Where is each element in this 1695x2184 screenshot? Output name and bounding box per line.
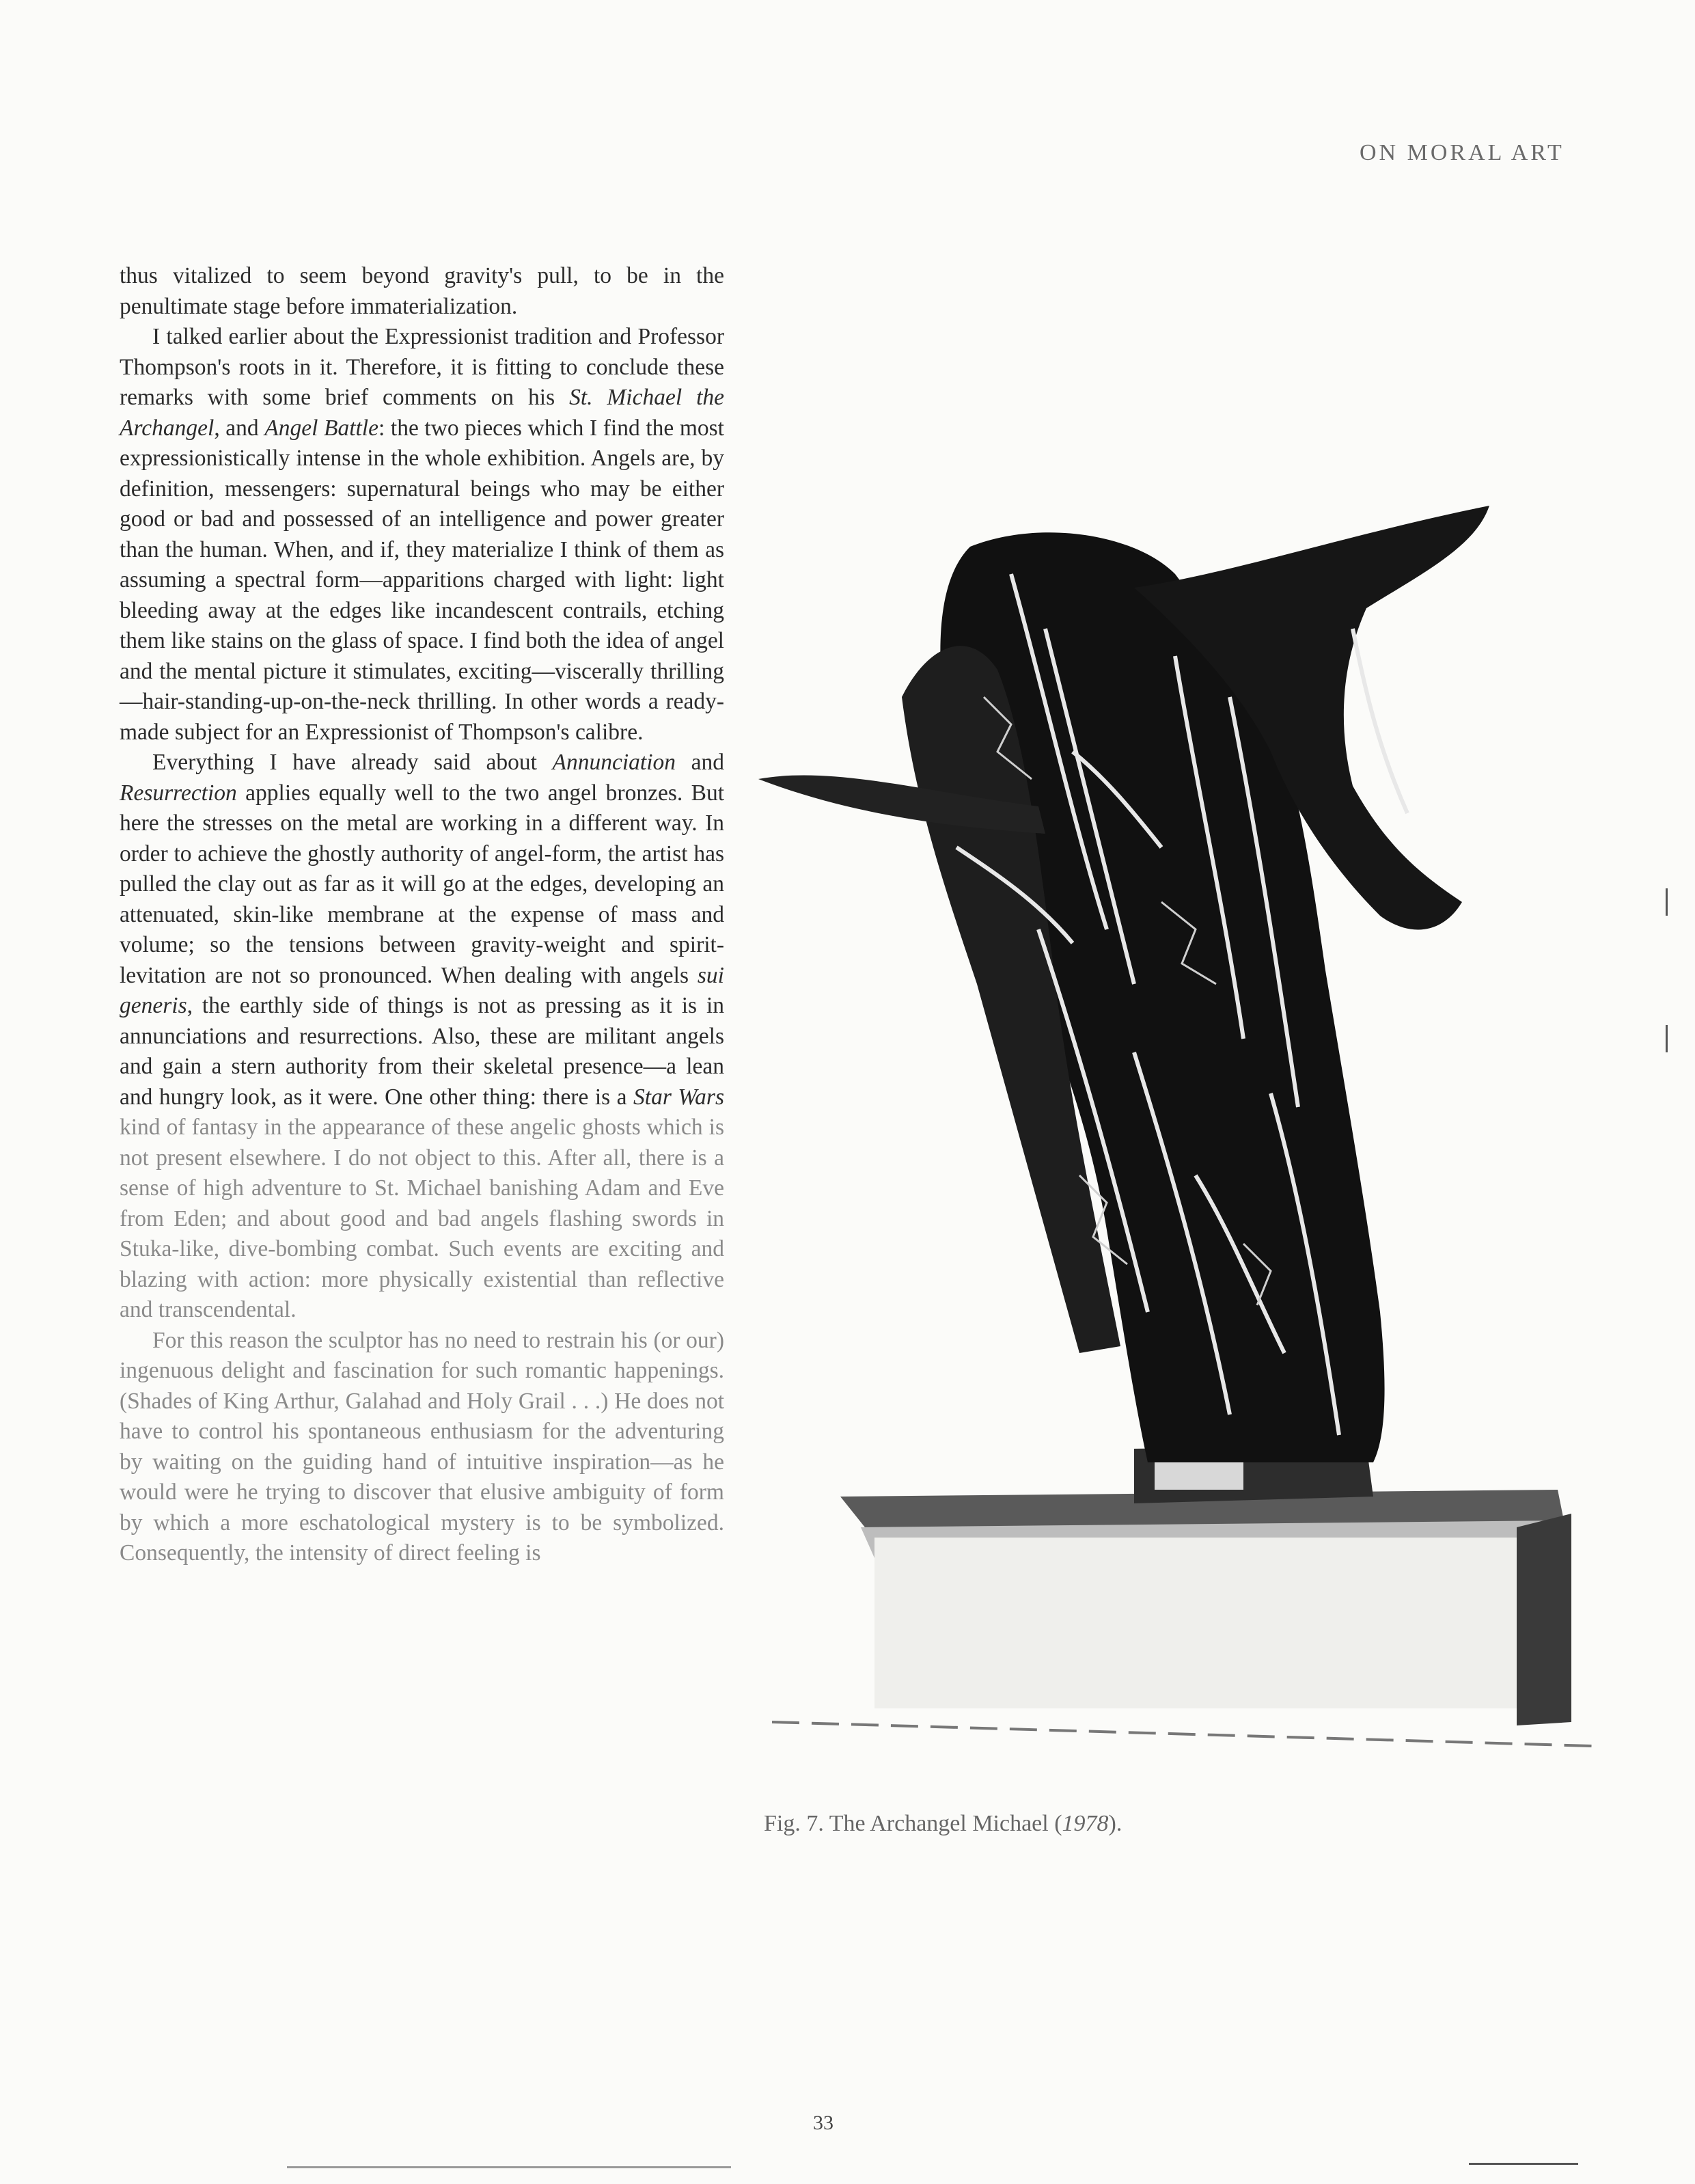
running-head: ON MORAL ART <box>1360 140 1565 165</box>
figure-archangel-michael <box>752 492 1640 1790</box>
plinth-shadow-line <box>772 1722 1592 1746</box>
scan-edge-mark <box>1469 2163 1578 2165</box>
text-run: , and <box>214 415 265 441</box>
text-run: and <box>676 750 724 775</box>
italic-title: sui generis <box>120 962 724 1018</box>
plinth-side <box>1517 1514 1571 1725</box>
text-run: , the earthly side of things is not as pressing as it is in annunciations and resurrections. Also, these are militant angels and gain a stern authority from their skeletal presence—a lean and hungry look, as it were. One other thing: there is a <box>120 993 724 1110</box>
italic-title: Annunciation <box>552 750 676 775</box>
body-paragraph <box>120 261 724 322</box>
italic-title: Angel Battle <box>264 415 378 441</box>
scan-edge-mark <box>1666 888 1668 916</box>
text-run: thus vitalized to seem beyond gravity's pull, to be in the penultimate stage before immaterialization. <box>120 263 724 319</box>
text-run: Everything I have already said about <box>152 750 553 775</box>
text-run: applies equally well to the two angel bronzes. But here the stresses on the metal are working in a different way. In order to achieve the ghostly authority of angel-form, the artist has pulled the clay out as far as it will go at the edges, developing an attenuated, skin-like membrane at the expense of mass and volume; so the tensions between gravity-weight and spirit-levitation are not so pronounced. When dealing with angels <box>120 780 724 988</box>
italic-title: Star Wars <box>633 1084 725 1110</box>
sculpture-photo <box>752 492 1640 1790</box>
italic-title: St. Michael the Archangel <box>120 385 724 441</box>
caption-text: Fig. 7. The Archangel Michael ( <box>764 1811 1062 1836</box>
page-number: 33 <box>813 2112 833 2134</box>
body-paragraph <box>120 748 724 1326</box>
body-text-column <box>120 261 724 1569</box>
text-run: For this reason the sculptor has no need to restrain his (or our) ingenuous delight and fascination for such romantic happenings. (Shades of King Arthur, Galahad and Holy Grail . . .) He does not have to control his spontaneous enthusiasm for the adventuring by waiting on the guiding hand of intuitive inspiration—as he would were he trying to discover that elusive ambiguity of form by which a more eschatological mystery is to be symbolized. Consequently, the intensity of direct feeling is <box>120 1327 724 1566</box>
italic-title: Resurrection <box>120 780 237 806</box>
caption-year: 1978 <box>1062 1811 1109 1836</box>
scan-edge-mark <box>1666 1025 1668 1052</box>
body-paragraph <box>120 1326 724 1569</box>
caption-end: ). <box>1108 1811 1122 1836</box>
text-run: : the two pieces which I find the most expressionistically intense in the whole exhibition. Angels are, by definition, messengers: supernatural beings who may be either good or bad and possessed of an intelligence and power greater than the human. When, and if, they materialize I think of them as assuming a spectral form—apparitions charged with light: light bleeding away at the edges like incandescent contrails, etching them like stains on the glass of space. I find both the idea of angel and the mental picture it stimulates, exciting—viscerally thrilling—hair-standing-up-on-the-neck thrilling. In other words a ready-made subject for an Expressionist of Thompson's calibre. <box>120 415 724 745</box>
plinth-face <box>874 1538 1517 1708</box>
text-run: kind of fantasy in the appearance of these angelic ghosts which is not present elsewhere. I do not object to this. After all, there is a sense of high adventure to St. Michael banishing Adam and Eve from Eden; and about good and bad angels flashing swords in Stuka-like, dive-bombing combat. Such events are exciting and blazing with action: more physically existential than reflective and transcendental. <box>120 1115 724 1322</box>
figure-caption <box>764 1811 1379 1837</box>
text-run: I talked earlier about the Expressionist tradition and Professor Thompson's roots in it. Therefore, it is fitting to conclude these remarks with some brief comments on his <box>120 324 724 410</box>
scan-edge-mark <box>287 2166 731 2168</box>
sculpture-base-highlight <box>1155 1459 1243 1490</box>
body-paragraph <box>120 322 724 748</box>
